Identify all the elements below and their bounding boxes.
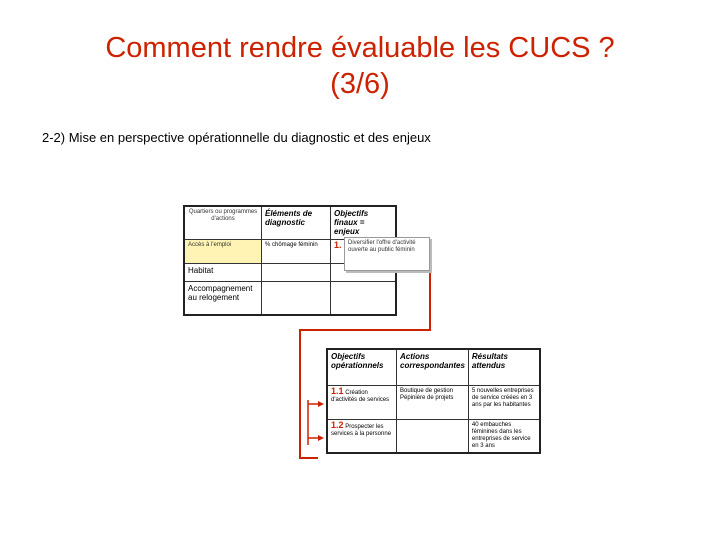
t2-row-objectif-text: Prospecter les services à la personne — [331, 423, 392, 437]
t2-row-objectif-text: Création d'activités de services — [331, 389, 390, 403]
t2-row-num: 1.1 — [331, 385, 344, 396]
t2-header-actions: Actions correspondantes — [397, 349, 469, 385]
arrow-2-icon — [318, 435, 324, 441]
t2-header-resultats: Résultats attendus — [468, 349, 540, 385]
t1-row-diag: % chômage féminin — [262, 239, 331, 263]
arrow-1-icon — [318, 401, 324, 407]
t1-header-quartiers: Quartiers ou programmes d'actions — [184, 206, 262, 239]
t2-row-objectif — [327, 419, 397, 453]
t1-header-diagnostic: Éléments de diagnostic — [262, 206, 331, 239]
t2-row-resultat: 40 embauches féminines dans les entreprises de service en 3 ans — [468, 419, 540, 453]
operational-table — [326, 348, 541, 454]
t1-row-label: Accompagnement au relogement — [184, 281, 262, 315]
t2-row-num: 1.2 — [331, 419, 344, 430]
t1-row-enjeu-num: 1. — [331, 239, 397, 263]
t1-row-diag — [262, 263, 331, 281]
enjeu-callout: Diversifier l'offre d'activité ouverte au public féminin — [344, 237, 430, 271]
title-line-2: (3/6) — [330, 68, 390, 100]
t1-row-label: Habitat — [184, 263, 262, 281]
t1-row-diag — [262, 281, 331, 315]
t2-row-action — [397, 419, 469, 453]
t1-header-enjeux: Objectifs finaux = enjeux — [331, 206, 397, 239]
t2-header-objectifs: Objectifs opérationnels — [327, 349, 397, 385]
t1-row-enjeu — [331, 281, 397, 315]
t2-row-action: Boutique de gestion Pépinière de projets — [397, 385, 469, 419]
title-line-1: Comment rendre évaluable les CUCS ? — [105, 32, 615, 64]
t1-row-label: Accès à l'emploi — [184, 239, 262, 263]
t2-row-resultat: 5 nouvelles entreprises de service créées en 3 ans par les habitantes — [468, 385, 540, 419]
slide-subtitle: 2-2) Mise en perspective opérationnelle du diagnostic et des enjeux — [42, 130, 431, 145]
t2-row-objectif — [327, 385, 397, 419]
